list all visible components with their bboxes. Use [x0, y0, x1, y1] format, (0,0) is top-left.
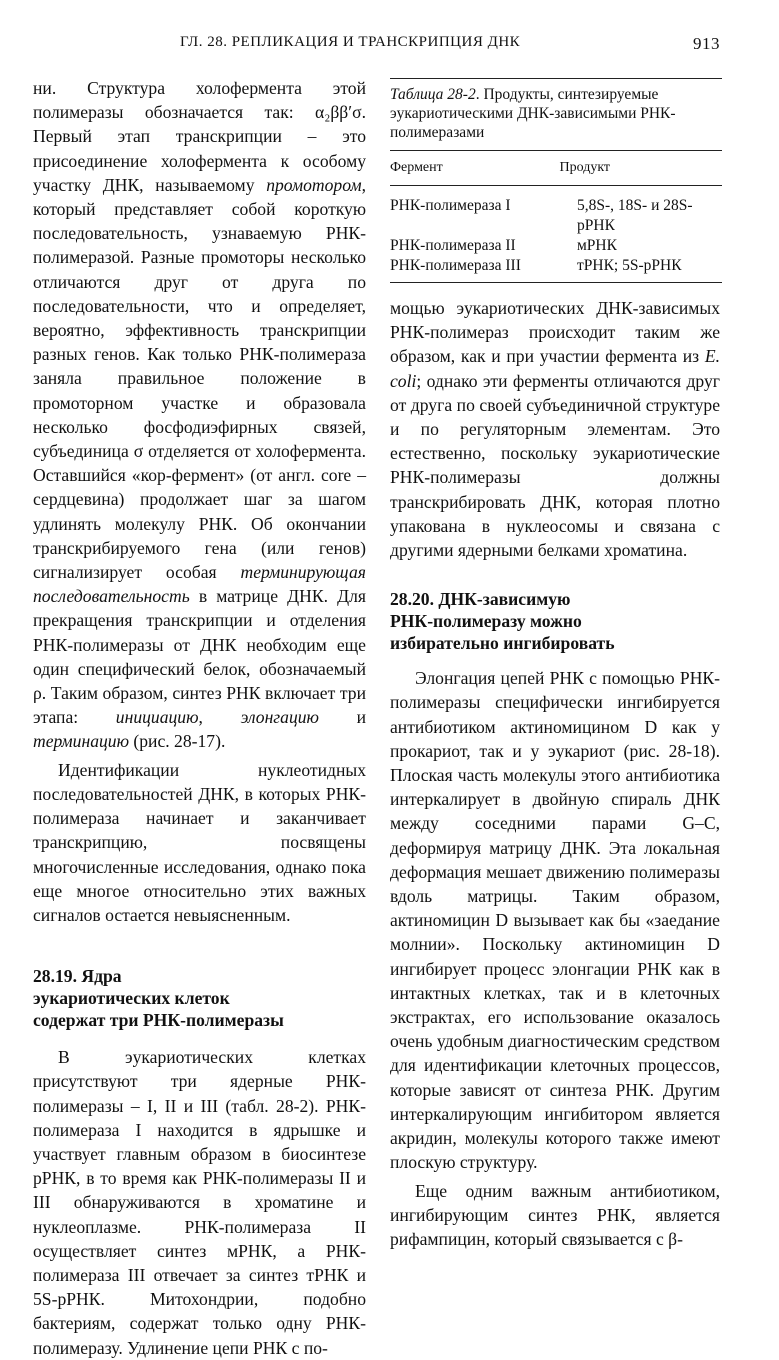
table-row — [390, 236, 722, 256]
table-caption — [390, 79, 722, 150]
heading-line: 28.20. ДНК-зависимую — [390, 589, 571, 610]
term-promoter: промотором — [266, 174, 362, 195]
text-run: мощью эукариотических ДНК-зависимых РНК-полимераз происходит таким же образом, как и при участии фермента из — [390, 298, 720, 367]
heading-line: РНК-полимеразу можно — [390, 611, 582, 632]
text-run: , который представляет собой короткую последовательность, узнаваемую РНК-полимеразой. Разные промоторы несколько отличаются друг от друга по последовательности, что и определяет, вероятно, эффективность транскрипции разных генов. Как только РНК-полимераза заняла правильное положение в промоторном участке и образовала несколько фосфодиэфирных связей, субъединица σ отделяется от холофермента. Оставшийся «кор-фермент» (от англ. core – сердцевина) продолжает шаг за шагом удлинять молекулу РНК. Об окончании транскрибируемого гена (или генов) сигнализирует особая — [33, 174, 366, 583]
paragraph: Элонгация цепей РНК с помощью РНК-полимеразы специфически ингибируется антибиотиком актиномицином D как у прокариот, так и у эукариот (рис. 28-18). Плоская часть молекулы этого антибиотика интеркалирует в двойную спираль ДНК между соседними парами G–C, деформируя матрицу ДНК. Эта локальная деформация мешает движению полимеразы вдоль матрицы. Таким образом, актиномицин D вызывает как бы «заедание молнии». Поскольку актиномицин D ингибирует процесс элонгации РНК как в интактных клетках, так и в клеточных экстрактах, его использование оказалось очень удобным диагностическим средством для идентификации клеточных процессов, которые зависят от синтеза РНК. Другим интеркалирующим ингибитором является акридин, молекулы которого также имеют плоскую структуру. — [390, 668, 720, 1173]
page-number: 913 — [693, 34, 720, 53]
left-column — [33, 76, 366, 1360]
products-table — [390, 151, 722, 185]
cell-product: 5,8S-, 18S- и 28S-рРНК — [577, 197, 693, 234]
table-header-row — [390, 151, 722, 185]
text-run: (рис. 28-17). — [128, 731, 226, 752]
text-run: и — [318, 707, 367, 728]
term-ecoli: E. coli — [390, 346, 720, 391]
caption-text: . Продукты, синтезируемые эукариотическими ДНК-зависимыми РНК-полимеразами — [390, 86, 676, 141]
cell-product: тРНК; 5S-рРНК — [577, 257, 682, 274]
caption-label: Таблица 28-2 — [390, 86, 476, 103]
cell-enzyme: РНК-полимераза I — [390, 197, 511, 214]
paragraph: В эукариотических клетках присутствуют три ядерные РНК-полимеразы – I, II и III (табл. 28-2). РНК-полимераза I находится в ядрышке и участвует главным образом в биосинтезе рРНК, в то время как РНК-полимеразы II и III обнаруживаются в хроматине и нуклеоплазме. РНК-полимераза II осуществляет синтез мРНК, а РНК-полимераза III отвечает за синтез тРНК и 5S-рРНК. Митохондрии, подобно бактериям, содержат только одну РНК-полимеразу. Удлинение цепи РНК с по- — [33, 1047, 366, 1358]
section-heading-28-20 — [390, 588, 720, 654]
term-initiation: инициацию — [115, 707, 199, 728]
table-row — [390, 256, 722, 282]
paragraph — [33, 76, 366, 754]
text-run: ни. Структура холофермента этой полимеразы обозначается так: α₂ββ′σ. Первый этап транскрипции – это присоединение холофермента к особому участку ДНК, называемому — [33, 78, 366, 195]
text-run: , — [198, 707, 241, 728]
cell-product: мРНК — [577, 237, 617, 254]
term-terminator: терминирующая последовательность — [33, 562, 366, 607]
products-table-body — [390, 186, 722, 282]
table-bottom-rule — [390, 282, 722, 283]
page-header — [180, 34, 720, 58]
right-column — [390, 296, 720, 1251]
term-elongation: элонгацию — [240, 707, 319, 728]
text-run: ; однако эти ферменты отличаются друг от друга по своей субъединичной структуре и по регуляторным элементам. Это естественно, поскольку эукариотические РНК-полимеразы должны транскрибировать ДНК, которая плотно упакована в нуклеосомы и связана с другими ядерными белками хроматина. — [390, 370, 720, 561]
header-product: Продукт — [559, 160, 611, 175]
paragraph: Идентификации нуклеотидных последовательностей ДНК, в которых РНК-полимераза начинает и заканчивает транскрипцию, посвящены многочисленные исследования, однако пока еще многое относительно этих важных сигналов остается невыясненным. — [33, 759, 366, 925]
paragraph — [390, 296, 720, 562]
running-head: ГЛ. 28. РЕПЛИКАЦИЯ И ТРАНСКРИПЦИЯ ДНК — [180, 34, 521, 50]
cell-enzyme: РНК-полимераза III — [390, 257, 521, 274]
table-28-2 — [390, 78, 722, 283]
heading-line: 28.19. Ядра — [33, 966, 122, 987]
header-enzyme: Фермент — [390, 160, 443, 175]
section-heading-28-19 — [33, 965, 366, 1031]
table-row — [390, 186, 722, 236]
heading-line: избирательно ингибировать — [390, 633, 615, 654]
term-termination: терминацию — [33, 731, 129, 752]
paragraph: Еще одним важным антибиотиком, ингибирующим синтез РНК, является рифампицин, который связывается с β- — [390, 1180, 720, 1249]
text-run: в матрице ДНК. Для прекращения транскрипции и отделения РНК-полимеразы от ДНК необходим еще один специфический белок, обозначаемый ρ. Таким образом, синтез РНК включает три этапа: — [33, 586, 366, 728]
heading-line: содержат три РНК-полимеразы — [33, 1010, 284, 1031]
cell-enzyme: РНК-полимераза II — [390, 237, 516, 254]
heading-line: эукариотических клеток — [33, 988, 230, 1009]
